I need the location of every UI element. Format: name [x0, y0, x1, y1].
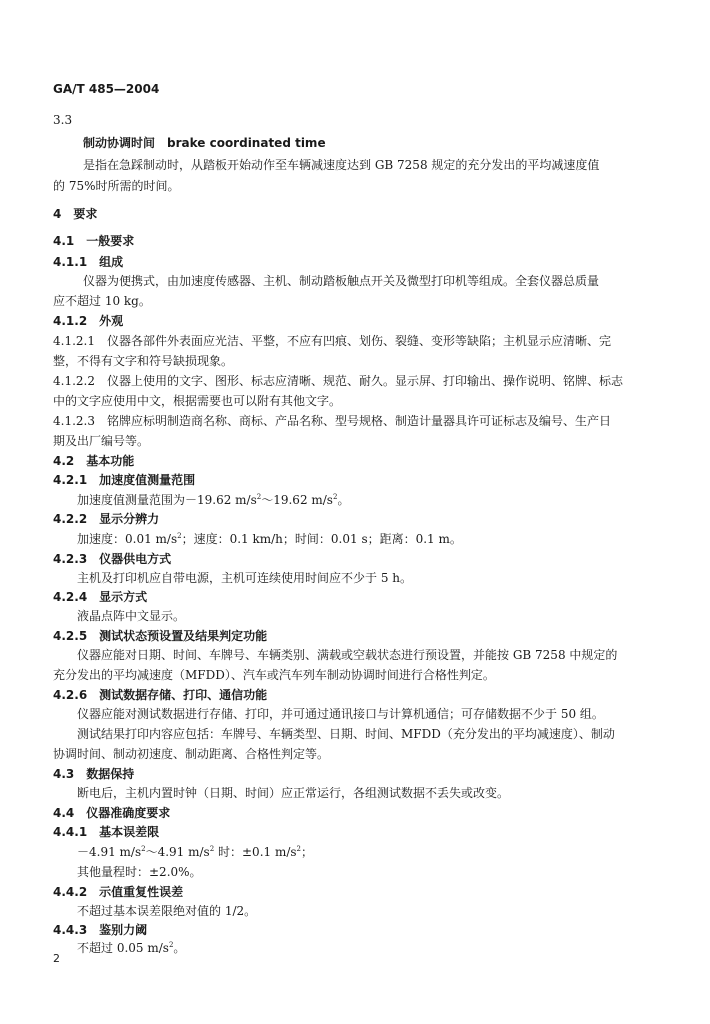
section-4-4-1-title: 4.4.1 基本误差限: [53, 825, 160, 839]
section-4-2-title: 4.2 基本功能: [53, 454, 135, 468]
section-4-3-text: 断电后，主机内置时钟（日期、时间）应正常运行，各组测试数据不丢失或改变。: [77, 786, 510, 800]
section-4-2-5-line2: 充分发出的平均减速度（MFDD）、汽车或汽车列车制动协调时间进行合格性判定。: [53, 668, 495, 682]
section-4-1-2-1-line1: 4.1.2.1 仪器各部件外表面应光洁、平整，不应有凹痕、划伤、裂缝、变形等缺陷；主机显示应清晰、完: [53, 334, 611, 348]
section-4-2-1-text: 加速度值测量范围为－19.62 $m/s^2\sim 19.62$ $m/s^2$。: [77, 493, 350, 507]
section-4-2-6-title: 4.2.6 测试数据存储、打印、通信功能: [53, 688, 268, 702]
section-4-4-1-range-text: －4.91 $m/s^2\sim 4.91$ $m/s^2$ 时：±0.1 $m/s^2$；: [77, 845, 314, 859]
page-number: 2: [53, 952, 60, 965]
section-4-4-1-other-text: 其他量程时：±2.0%。: [77, 865, 202, 879]
section-4-1-1-line2: 应不超过 10 kg。: [53, 294, 151, 308]
section-4-1-1-title: 4.1.1 组成: [53, 255, 124, 269]
section-4-title: 4 要求: [53, 207, 98, 221]
section-4-2-5-line1: 仪器应能对日期、时间、车牌号、车辆类别、满载或空载状态进行预设置，并能按 GB 7258 中规定的: [77, 648, 618, 662]
section-4-4-title: 4.4 仪器准确度要求: [53, 806, 171, 820]
section-4-1-2-3-line2: 期及出厂编号等。: [53, 434, 150, 448]
section-4-2-1-title: 4.2.1 加速度值测量范围: [53, 473, 196, 487]
section-4-2-6-line2: 测试结果打印内容应包括：车牌号、车辆类型、日期、时间、MFDD（充分发出的平均减速度）、制动: [77, 727, 615, 741]
section-4-4-3-text: 不超过 0.05 $m/s^2$。: [77, 941, 186, 955]
section-4-2-6-line3: 协调时间、制动初速度、制动距离、合格性判定等。: [53, 747, 330, 761]
section-4-4-3-title: 4.4.3 鉴别力阈: [53, 923, 148, 937]
section-4-1-2-title: 4.1.2 外观: [53, 314, 124, 328]
section-3-3-term: 制动协调时间 brake coordinated time: [83, 136, 326, 150]
section-3-3-definition-line1: 是指在急踩制动时，从踏板开始动作至车辆减速度达到 GB 7258 规定的充分发出的平均减速度值: [83, 158, 600, 172]
section-4-1-2-2-line2: 中的文字应使用中文，根据需要也可以附有其他文字。: [53, 394, 342, 408]
section-4-2-4-text: 液晶点阵中文显示。: [77, 609, 186, 623]
section-4-2-6-line1: 仪器应能对测试数据进行存储、打印，并可通过通讯接口与计算机通信；可存储数据不少于 50 组。: [77, 707, 604, 721]
section-4-1-1-line1: 仪器为便携式，由加速度传感器、主机、制动踏板触点开关及微型打印机等组成。全套仪器总质量: [83, 274, 600, 288]
section-4-2-3-text: 主机及打印机应自带电源，主机可连续使用时间应不少于 5 h。: [77, 571, 412, 585]
section-4-3-title: 4.3 数据保持: [53, 767, 135, 781]
section-3-3-number: 3.3: [53, 113, 73, 127]
section-4-1-2-1-line2: 整，不得有文字和符号缺损现象。: [53, 354, 234, 368]
section-4-4-2-title: 4.4.2 示值重复性误差: [53, 885, 184, 899]
section-4-2-4-title: 4.2.4 显示方式: [53, 590, 148, 604]
section-4-2-5-title: 4.2.5 测试状态预设置及结果判定功能: [53, 629, 268, 643]
section-4-2-3-title: 4.2.3 仪器供电方式: [53, 552, 172, 566]
section-4-1-2-2-line1: 4.1.2.2 仪器上使用的文字、图形、标志应清晰、规范、耐久。显示屏、打印输出、操作说明、铭牌、标志: [53, 374, 623, 388]
section-4-1-2-3-line1: 4.1.2.3 铭牌应标明制造商名称、商标、产品名称、型号规格、制造计量器具许可证标志及编号、生产日: [53, 414, 611, 428]
section-4-2-2-title: 4.2.2 显示分辨力: [53, 512, 160, 526]
section-4-1-title: 4.1 一般要求: [53, 234, 135, 248]
section-4-2-2-text: 加速度：0.01 $m/s^2$；速度：0.1 km/h；时间：0.01 s；距离：0.1 m。: [77, 532, 462, 546]
section-3-3-definition-line2: 的 75%时所需的时间。: [53, 179, 180, 193]
section-4-4-2-text: 不超过基本误差限绝对值的 1/2。: [77, 904, 257, 918]
standard-code-header: GA/T 485—2004: [53, 82, 160, 96]
